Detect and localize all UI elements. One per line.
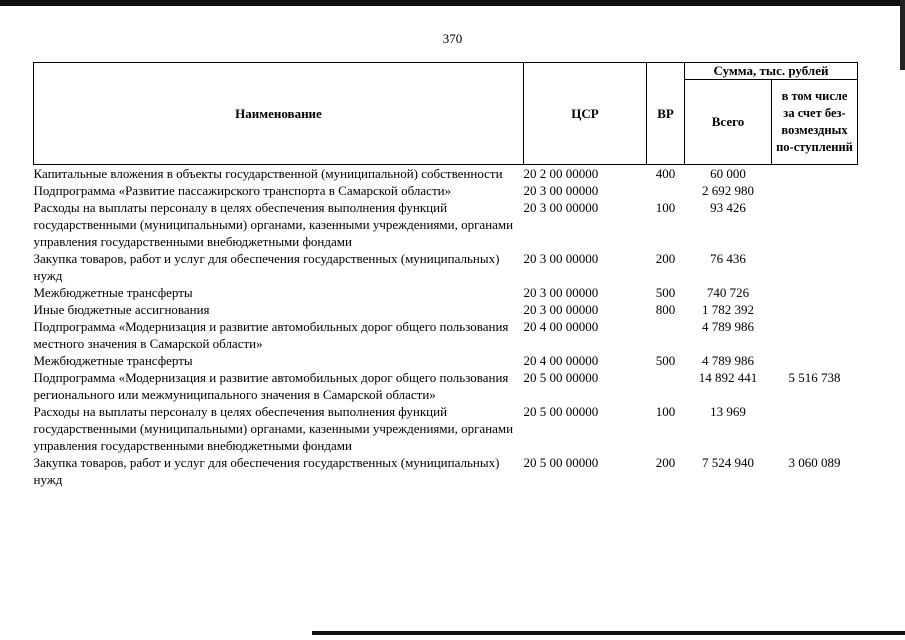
row-csr: 20 3 00 00000 xyxy=(523,251,599,266)
table-row xyxy=(34,301,858,318)
table-row xyxy=(34,352,858,369)
row-grant xyxy=(772,284,858,301)
row-csr: 20 5 00 00000 xyxy=(523,404,599,419)
table-body xyxy=(34,165,858,489)
row-csr: 20 3 00 00000 xyxy=(523,183,599,198)
table-row xyxy=(34,284,858,301)
row-vr: 400 xyxy=(655,166,676,181)
row-csr: 20 5 00 00000 xyxy=(523,370,599,385)
header-grant: в том числе за счет без-возмездных по-ступлений xyxy=(772,80,858,165)
table-row xyxy=(34,199,858,250)
row-total: 76 436 xyxy=(710,251,746,266)
row-total: 1 782 392 xyxy=(702,302,754,317)
row-vr xyxy=(647,369,685,403)
row-vr: 100 xyxy=(655,404,676,419)
row-name: Иные бюджетные ассигнования xyxy=(33,302,210,317)
row-total: 13 969 xyxy=(710,404,746,419)
row-csr: 20 4 00 00000 xyxy=(523,353,599,368)
row-name: Подпрограмма «Модернизация и развитие автомобильных дорог общего пользования регионального или межмуниципального значения в Самарской области» xyxy=(33,370,509,402)
row-csr: 20 5 00 00000 xyxy=(523,455,599,470)
row-total: 7 524 940 xyxy=(702,455,754,470)
header-sum-group: Сумма, тыс. рублей xyxy=(685,63,858,80)
row-vr: 800 xyxy=(655,302,676,317)
scan-edge-top xyxy=(0,0,905,6)
row-grant xyxy=(772,301,858,318)
table-row xyxy=(34,182,858,199)
row-csr: 20 3 00 00000 xyxy=(523,200,599,215)
row-vr xyxy=(647,318,685,352)
row-grant xyxy=(772,318,858,352)
row-vr: 200 xyxy=(655,455,676,470)
table-header xyxy=(34,63,858,165)
row-grant xyxy=(772,250,858,284)
row-vr: 500 xyxy=(655,353,676,368)
page-number: 370 xyxy=(442,31,463,46)
row-name: Закупка товаров, работ и услуг для обеспечения государственных (муниципальных) нужд xyxy=(33,251,500,283)
row-csr: 20 3 00 00000 xyxy=(523,285,599,300)
row-total: 60 000 xyxy=(710,166,746,181)
budget-table xyxy=(33,62,858,488)
row-grant xyxy=(772,403,858,454)
row-vr: 100 xyxy=(655,200,676,215)
row-grant xyxy=(772,352,858,369)
row-grant xyxy=(772,182,858,199)
header-vr: ВР xyxy=(647,63,685,165)
row-name: Межбюджетные трансферты xyxy=(33,353,193,368)
table-row xyxy=(34,369,858,403)
row-name: Закупка товаров, работ и услуг для обеспечения государственных (муниципальных) нужд xyxy=(33,455,500,487)
row-vr: 500 xyxy=(655,285,676,300)
table-row xyxy=(34,403,858,454)
row-name: Капитальные вложения в объекты государственной (муниципальной) собственности xyxy=(33,166,503,181)
row-csr: 20 2 00 00000 xyxy=(523,166,599,181)
row-total: 93 426 xyxy=(710,200,746,215)
row-grant: 5 516 738 xyxy=(788,370,841,385)
row-csr: 20 3 00 00000 xyxy=(523,302,599,317)
row-name: Подпрограмма «Развитие пассажирского транспорта в Самарской области» xyxy=(33,183,452,198)
row-name: Расходы на выплаты персоналу в целях обеспечения выполнения функций государственными (муниципальными) органами, казенными учреждениями, органами управления государственными внебюджетными фондами xyxy=(33,200,514,249)
row-total: 2 692 980 xyxy=(702,183,754,198)
row-vr xyxy=(647,182,685,199)
row-name: Межбюджетные трансферты xyxy=(33,285,193,300)
header-total: Всего xyxy=(685,80,772,165)
row-total: 14 892 441 xyxy=(698,370,758,385)
row-vr: 200 xyxy=(655,251,676,266)
row-grant xyxy=(772,199,858,250)
row-grant: 3 060 089 xyxy=(788,455,841,470)
row-total: 740 726 xyxy=(706,285,750,300)
row-total: 4 789 986 xyxy=(702,353,754,368)
table-row xyxy=(34,165,858,183)
row-grant xyxy=(772,165,858,183)
table-row xyxy=(34,250,858,284)
table-row xyxy=(34,318,858,352)
row-name: Расходы на выплаты персоналу в целях обеспечения выполнения функций государственными (муниципальными) органами, казенными учреждениями, органами управления государственными внебюджетными фондами xyxy=(33,404,514,453)
header-name: Наименование xyxy=(34,63,524,165)
row-csr: 20 4 00 00000 xyxy=(523,319,599,334)
table-row xyxy=(34,454,858,488)
scan-edge-bottom xyxy=(312,631,905,635)
row-name: Подпрограмма «Модернизация и развитие автомобильных дорог общего пользования местного значения в Самарской области» xyxy=(33,319,509,351)
row-total: 4 789 986 xyxy=(702,319,754,334)
header-csr: ЦСР xyxy=(524,63,647,165)
